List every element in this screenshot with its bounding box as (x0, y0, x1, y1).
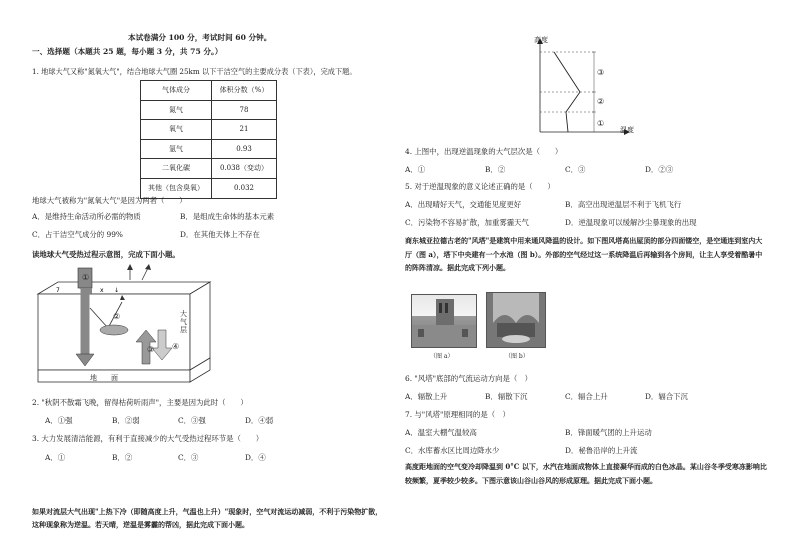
q5-option-a[interactable]: A．出现晴好天气，交通能见度更好 (405, 200, 522, 209)
question-5-text: 5. 对于逆温现象的意义论述正确的是（ ） (405, 182, 555, 191)
table-cell: 二氧化碳 (141, 159, 212, 179)
table-row (141, 159, 277, 179)
atmosphere-heating-diagram (30, 264, 220, 390)
diagram-label-2: ② (113, 312, 121, 321)
q6-option-b[interactable]: B．辐散下沉 (485, 392, 528, 401)
snowline-intro: 高度距地面的空气变冷却降温到 0°C 以下，水汽在地面成物体上直接凝华而成的白色冰晶。某山谷冬季受寒冻影响比较频繁，夏季较少较多。下图示意该山谷山谷风的形成原理。据此完成下面小题。 (405, 462, 767, 485)
table-cell: 氩气 (141, 139, 212, 159)
question-4-text: 4. 上图中，出现逆温现象的大气层次是（ ） (405, 147, 563, 156)
table-row (141, 139, 277, 159)
q5-option-b[interactable]: B．高空出现逆温层不利于飞机飞行 (565, 200, 682, 209)
table-cell: 0.93 (212, 139, 277, 159)
temperature-altitude-graph (530, 36, 640, 138)
q5-option-c[interactable]: C．污染物不容易扩散，加重雾霾天气 (405, 218, 529, 227)
gas-composition-table (140, 80, 277, 199)
question-2-text: 2. "秋阴不散霜飞晚，留得枯荷听雨声"，主要是因为此时（ ） (32, 398, 248, 407)
diagram-label-4: ④ (172, 342, 180, 351)
table-cell: 78 (212, 100, 277, 120)
q1-option-c[interactable]: C．占干洁空气成分的 99% (32, 230, 123, 239)
question-7-text: 7. 与"风塔"原理相同的是（ ） (405, 410, 510, 419)
graph-layer-2: ② (597, 97, 605, 106)
table-cell: 氮气 (141, 100, 212, 120)
question-6-text: 6. "风塔"底部的气流运动方向是（ ） (405, 374, 533, 383)
table-row (141, 100, 277, 120)
q7-option-b[interactable]: B．锋面暖气团的上升运动 (565, 428, 652, 437)
q1-option-b[interactable]: B．是组成生命体的基本元素 (180, 212, 275, 221)
q2-option-c[interactable]: C．③强 (178, 416, 206, 425)
q4-option-d[interactable]: D．②③ (645, 165, 674, 174)
exam-note: 本试卷满分 100 分，考试时间 60 分钟。 (128, 33, 272, 42)
question-1-text: 地球大气被称为"氮氧大气"是因为两者（ ） (32, 196, 187, 205)
q3-option-d[interactable]: D．④ (245, 453, 266, 462)
table-cell: 21 (212, 120, 277, 140)
table-header-gas: 气体成分 (141, 81, 212, 101)
q7-option-c[interactable]: C．水库蓄水区比周边降水少 (405, 446, 500, 455)
q3-option-b[interactable]: B．② (112, 453, 133, 462)
photo-b-caption: （图 b） (505, 353, 529, 360)
graph-layer-1: ① (597, 119, 605, 128)
diagram-intro: 读地球大气受热过程示意图，完成下面小题。 (32, 250, 180, 259)
q6-option-c[interactable]: C．辐合上升 (565, 392, 608, 401)
svg-text:x: x (100, 287, 104, 294)
q2-option-d[interactable]: D．④弱 (245, 416, 274, 425)
wind-tower-photo-b (486, 292, 546, 348)
table-cell: 0.032 (212, 178, 277, 198)
wind-tower-photo-a (411, 294, 477, 348)
diagram-label-ground: 地 面 (90, 374, 118, 382)
q2-option-b[interactable]: B．②弱 (112, 416, 140, 425)
q4-option-a[interactable]: A．① (405, 165, 426, 174)
table-header-volume: 体积分数（%） (212, 81, 277, 101)
table-cell: 其他（包含臭氧） (141, 178, 212, 198)
table-cell: 氧气 (141, 120, 212, 140)
photo-a-caption: （图 a） (430, 353, 454, 360)
inversion-intro: 如果对流层大气出现"上热下冷（即随高度上升，气温也上升）"现象时，空气对流运动减弱，不利于污染物扩散，这种现象称为逆温。若天晴，逆温是雾霾的帮凶，据此完成下面小题。 (32, 507, 383, 530)
question-1-stem: 1. 地球大气又称"氮氧大气"，结合地球大气圈 25km 以下干洁空气的主要成分表（下表），完成下题。 (32, 67, 357, 76)
q2-option-a[interactable]: A．①强 (45, 416, 73, 425)
section-title: 一、选择题（本题共 25 题，每小题 3 分，共 75 分。） (32, 47, 223, 56)
q3-option-c[interactable]: C．③ (178, 453, 199, 462)
table-header-row (141, 81, 277, 101)
q7-option-a[interactable]: A．温室大棚气温较高 (405, 428, 477, 437)
q4-option-c[interactable]: C．③ (565, 165, 586, 174)
diagram-label-3: ③ (147, 345, 155, 354)
q7-option-d[interactable]: D．秘鲁沿岸的上升流 (565, 446, 638, 455)
q4-option-b[interactable]: B．② (485, 165, 506, 174)
q1-option-d[interactable]: D．在其他天体上不存在 (180, 230, 260, 239)
q6-option-d[interactable]: D．辐合下沉 (645, 392, 688, 401)
diagram-label-1: ① (82, 273, 90, 282)
q1-option-a[interactable]: A．是维持生命活动所必需的物质 (32, 212, 141, 221)
svg-text:↓: ↓ (114, 287, 120, 294)
svg-text:7: 7 (56, 287, 60, 294)
q6-option-a[interactable]: A．辐散上升 (405, 392, 448, 401)
table-row (141, 120, 277, 140)
question-3-text: 3. 大力发展清洁能源，有利于直接减少的大气受热过程环节是（ ） (32, 434, 264, 443)
graph-x-label: 温度 (620, 126, 634, 134)
table-cell: 0.038（变动） (212, 159, 277, 179)
graph-layer-3: ③ (597, 68, 605, 77)
graph-y-label: 高度 (534, 36, 548, 44)
wind-tower-intro: 商东城亚拉德古老的"风塔"是建筑中用来通风降温的设计。如下图风塔高出屋顶的部分四面镂空，是空通连到室内大厅（图 a），塔下中央建有一个水池（图 b）。外部的空气经过这一系统降温后再输到各个房间，让主人享受着酷暑中的阵阵清凉。据此完成下列小题。 (405, 236, 763, 273)
diagram-label-atmosphere: 大气层 (180, 310, 187, 335)
q5-option-d[interactable]: D．逆温现象可以缓解沙尘暴现象的出现 (565, 218, 697, 227)
q3-option-a[interactable]: A．① (45, 453, 66, 462)
